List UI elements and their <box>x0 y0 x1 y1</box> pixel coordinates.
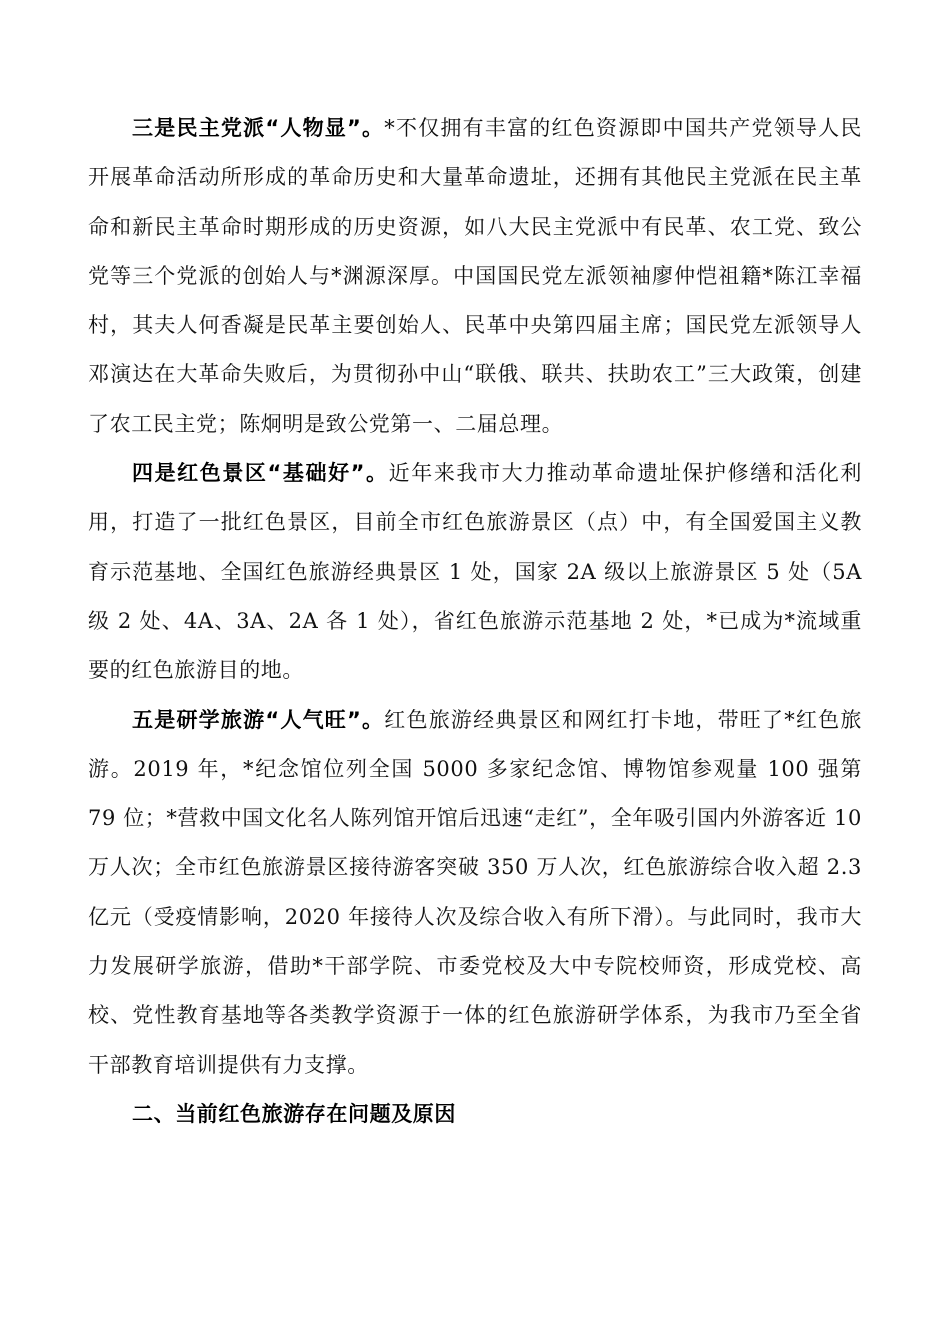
paragraph-lead: 三是民主党派“人物显”。 <box>132 116 385 140</box>
paragraph-lead: 五是研学旅游“人气旺”。 <box>132 707 385 732</box>
document-body <box>88 104 862 1139</box>
paragraph-text: *不仅拥有丰富的红色资源即中国共产党领导人民开展革命活动所形成的革命历史和大量革命遗址，还拥有其他民主党派在民主革命和新民主革命时期形成的历史资源，如八大民主党派中有民革、农工党、致公党等三个党派的创始人与*渊源深厚。中国国民党左派领袖廖仲恺祖籍*陈江幸福村，其夫人何香凝是民革主要创始人、民革中央第四届主席；国民党左派领导人邓演达在大革命失败后，为贯彻孙中山“联俄、联共、扶助农工”三大政策，创建了农工民主党；陈炯明是致公党第一、二届总理。 <box>88 116 862 436</box>
paragraph-lead: 四是红色景区“基础好”。 <box>132 461 389 486</box>
paragraph-text: 红色旅游经典景区和网红打卡地，带旺了*红色旅游。2019 年，*纪念馆位列全国 5000 多家纪念馆、博物馆参观量 100 强第 79 位；*营救中国文化名人陈列馆开馆后迅速“走红”，全年吸引国内外游客近 10 万人次；全市红色旅游景区接待游客突破 350 万人次，红色旅游综合收入超 2.3 亿元（受疫情影响，2020 年接待人次及综合收入有所下滑）。与此同时，我市大力发展研学旅游，借助*干部学院、市委党校及大中专院校师资，形成党校、高校、党性教育基地等各类教学资源于一体的红色旅游研学体系，为我市乃至全省干部教育培训提供有力支撑。 <box>88 707 862 1077</box>
section-heading: 二、当前红色旅游存在问题及原因 <box>132 1101 456 1126</box>
paragraph-text: 近年来我市大力推动革命遗址保护修缮和活化利用，打造了一批红色景区，目前全市红色旅游景区（点）中，有全国爱国主义教育示范基地、全国红色旅游经典景区 1 处，国家 2A 级以上旅游景区 5 处（5A 级 2 处、4A、3A、2A 各 1 处），省红色旅游示范基地 2 处，*已成为*流域重要的红色旅游目的地。 <box>88 461 862 683</box>
paragraph-red-scenic-areas <box>88 449 862 695</box>
paragraph-study-tourism <box>88 696 862 1090</box>
paragraph-democratic-parties <box>88 104 862 449</box>
